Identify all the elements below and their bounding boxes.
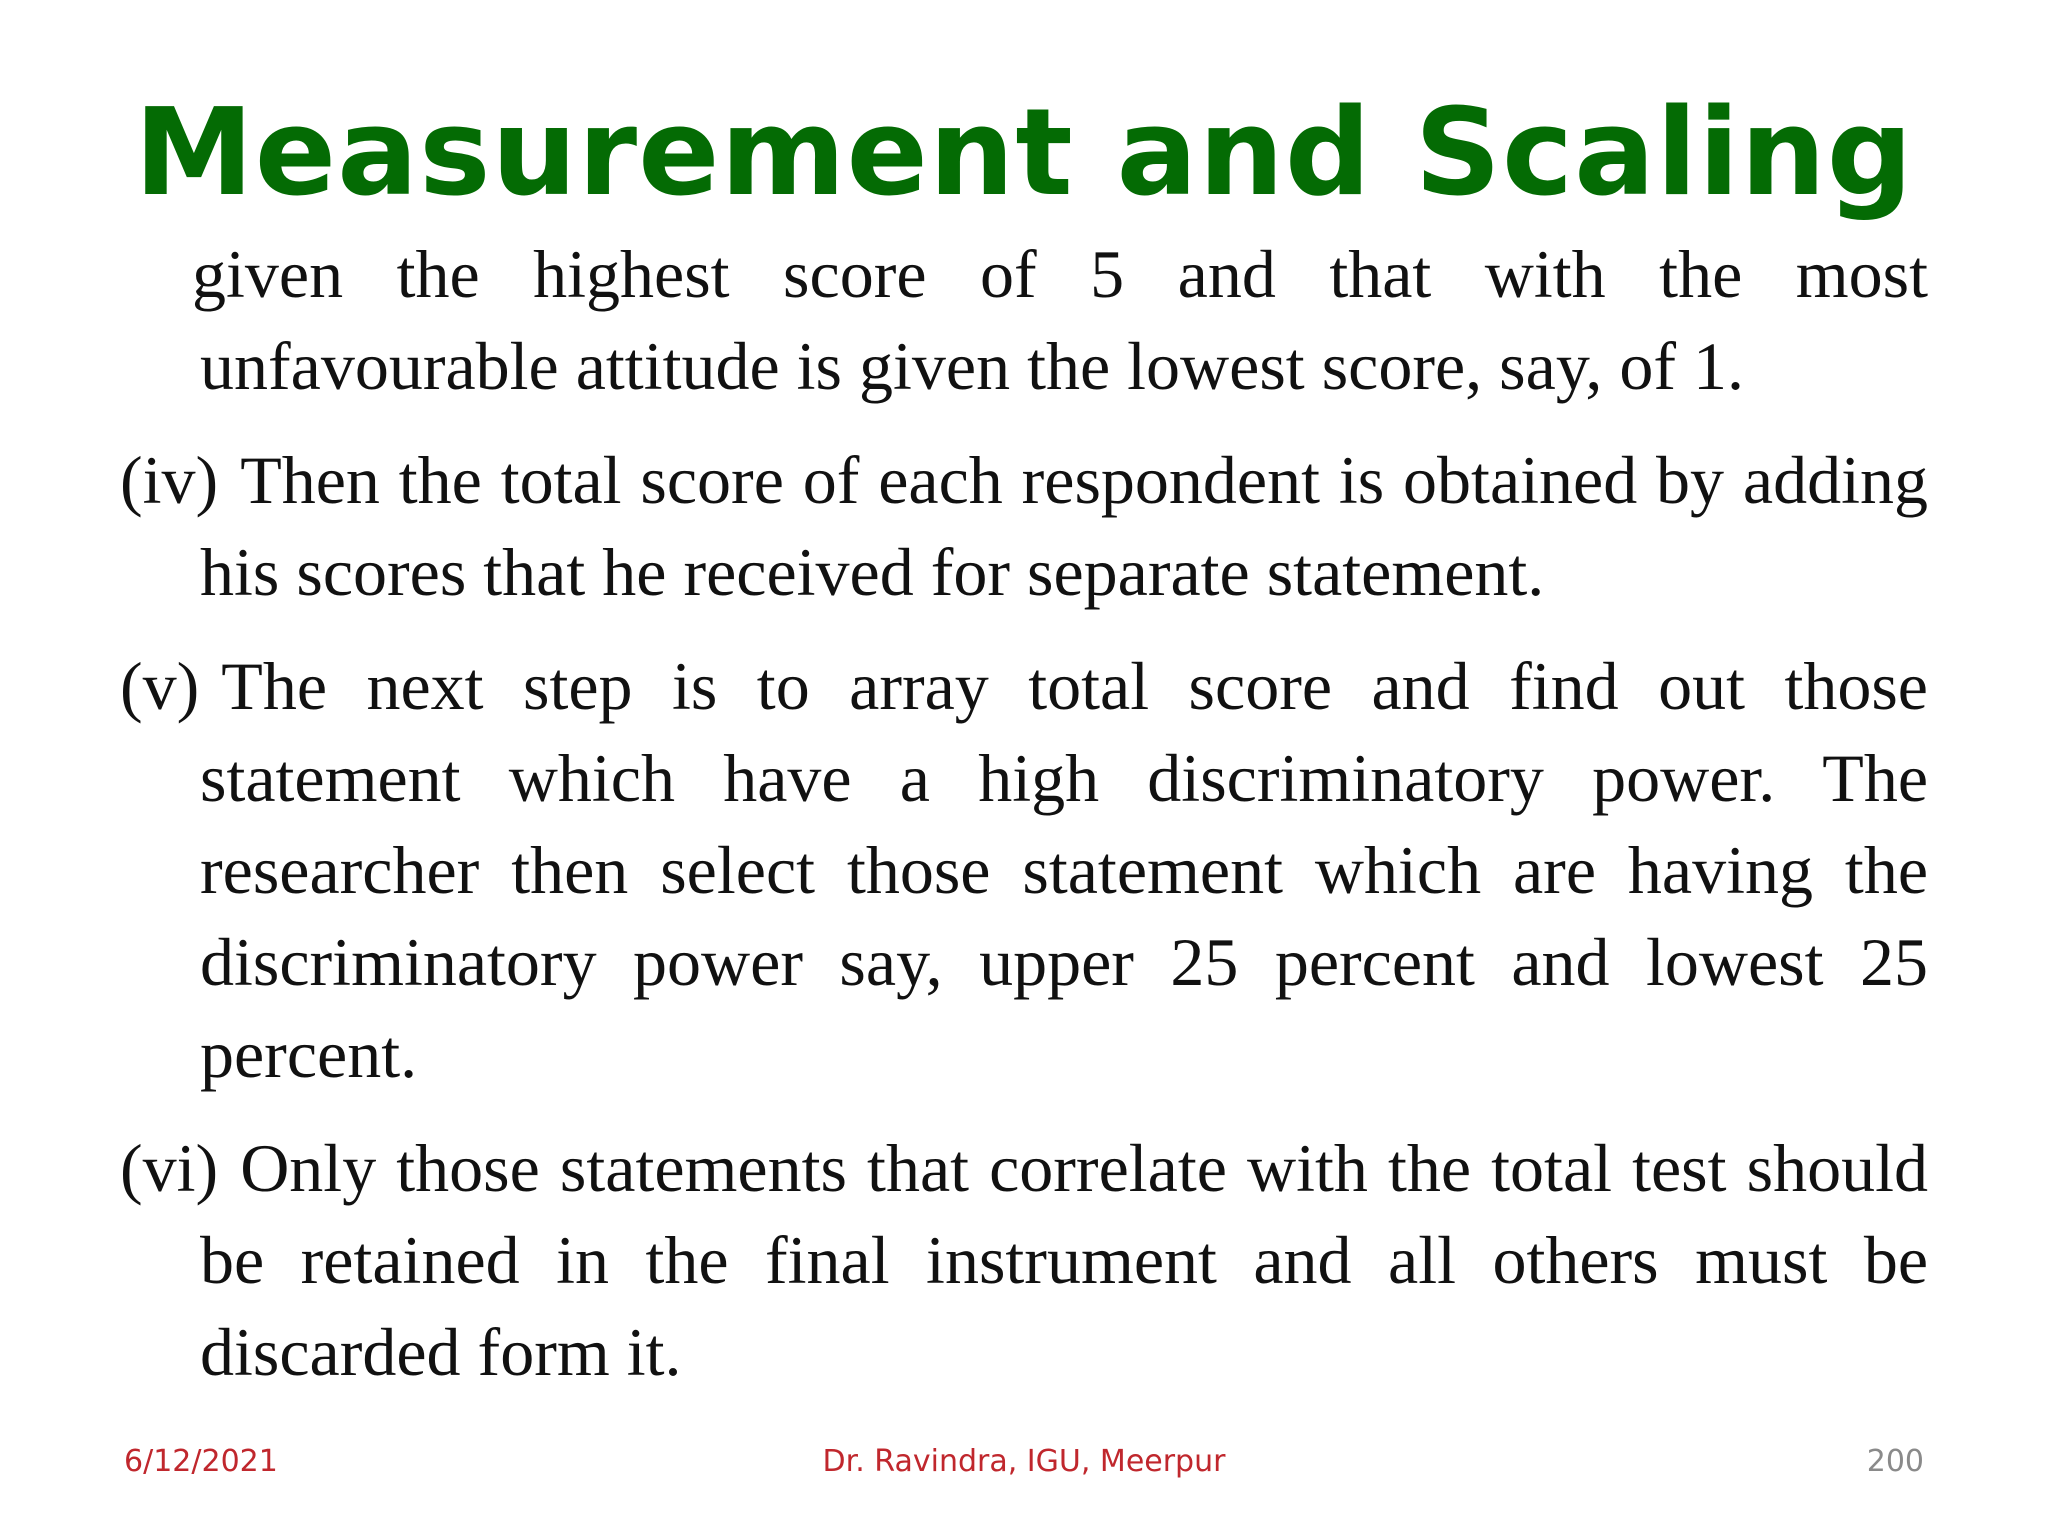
- list-marker: (vi): [120, 1130, 219, 1206]
- paragraph-text: Then the total score of each respondent is obtained by adding his scores that he received for separate statement.: [200, 442, 1928, 610]
- slide-title: Measurement and Scaling: [134, 84, 1914, 223]
- slide-body: [120, 228, 1928, 1398]
- page-number: 200: [1866, 1444, 1924, 1479]
- paragraph-v: [120, 640, 1928, 1100]
- list-marker: (iv): [120, 442, 219, 518]
- paragraph-text: Only those statements that correlate with the total test should be retained in the final instrument and all others must be discarded form it.: [200, 1130, 1928, 1390]
- paragraph-text: given the highest score of 5 and that with the most unfavourable attitude is given the lowest score, say, of 1.: [192, 236, 1928, 404]
- footer-date: 6/12/2021: [124, 1444, 278, 1479]
- paragraph-iv: [120, 434, 1928, 618]
- footer-author: Dr. Ravindra, IGU, Meerpur: [822, 1444, 1226, 1479]
- paragraph-vi: [120, 1122, 1928, 1398]
- list-marker: (v): [120, 648, 200, 724]
- paragraph-text: The next step is to array total score and find out those statement which have a high discriminatory power. The researcher then select those statement which are having the discriminatory power say, upper 25 percent and lowest 25 percent.: [200, 648, 1928, 1092]
- paragraph-continuation: [120, 228, 1928, 412]
